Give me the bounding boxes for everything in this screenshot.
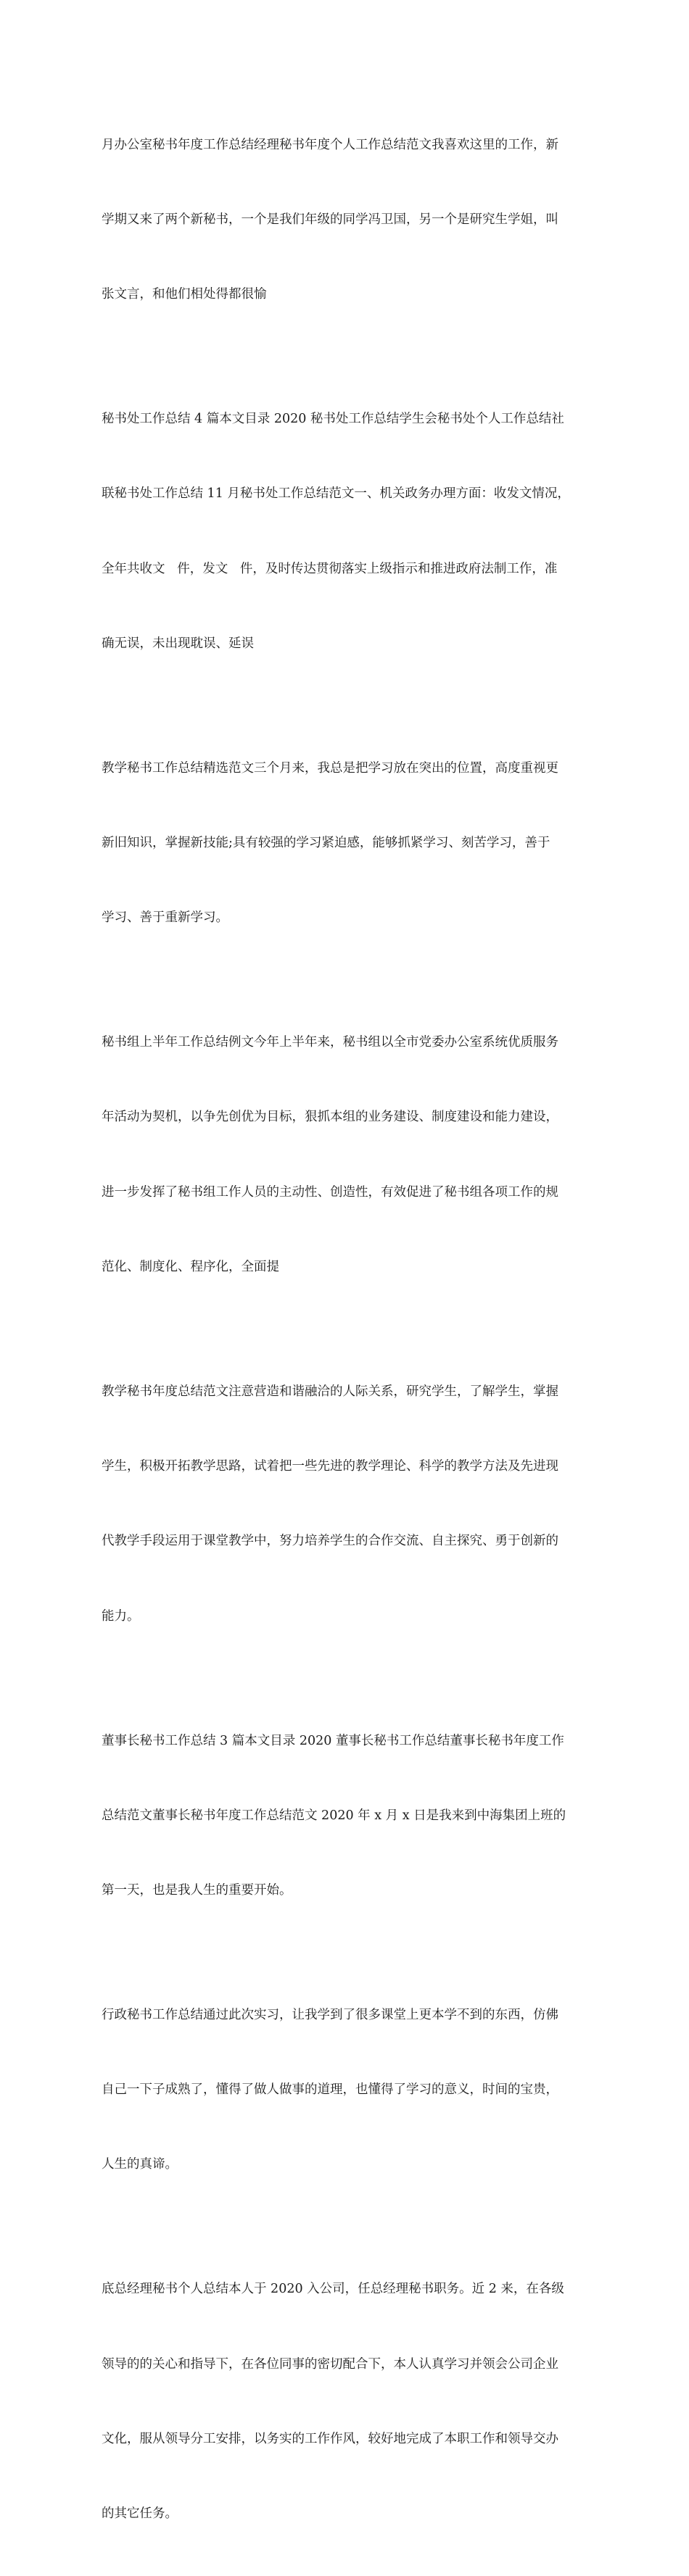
paragraph xyxy=(102,706,595,980)
text-line: 学生，积极开拓教学思路，试着把一些先进的教学理论、科学的教学方法及先进现 xyxy=(102,1459,558,1474)
text-line: 秘书处工作总结 4 篇本文目录 2020 秘书处工作总结学生会秘书处个人工作总结社 xyxy=(102,412,564,427)
paragraph xyxy=(102,357,595,706)
text-line: 月办公室秘书年度工作总结经理秘书年度个人工作总结范文我喜欢这里的工作，新 xyxy=(102,137,558,152)
paragraph xyxy=(102,1679,595,1953)
text-line: 总结范文董事长秘书年度工作总结范文 2020 年 x 月 x 日是我来到中海集团上班的 xyxy=(102,1808,566,1823)
text-line: 第一天，也是我人生的重要开始。 xyxy=(102,1882,292,1898)
text-line: 行政秘书工作总结通过此次实习，让我学到了很多课堂上更本学不到的东西，仿佛 xyxy=(102,2007,558,2022)
text-line: 董事长秘书工作总结 3 篇本文目录 2020 董事长秘书工作总结董事长秘书年度工作 xyxy=(102,1733,564,1748)
text-line: 人生的真谛。 xyxy=(102,2157,178,2172)
text-line: 自己一下子成熟了，懂得了做人做事的道理，也懂得了学习的意义，时间的宝贵， xyxy=(102,2082,558,2098)
text-line: 教学秘书工作总结精选范文三个月来，我总是把学习放在突出的位置，高度重视更 xyxy=(102,760,558,776)
text-line: 底总经理秘书个人总结本人于 2020 入公司，任总经理秘书职务。近 2 来，在各级 xyxy=(102,2282,564,2297)
text-line: 能力。 xyxy=(102,1608,140,1624)
document-body xyxy=(102,83,595,2576)
text-line: 代教学手段运用于课堂教学中，努力培养学生的合作交流、自主探究、勇于创新的 xyxy=(102,1534,558,1549)
paragraph xyxy=(102,2227,595,2576)
text-line: 学习、善于重新学习。 xyxy=(102,910,228,926)
text-line: 联秘书处工作总结 11 月秘书处工作总结范文一、机关政务办理方面：收发文情况， xyxy=(102,486,570,502)
paragraph xyxy=(102,1953,595,2227)
text-line: 文化，服从领导分工安排，以务实的工作作风，较好地完成了本职工作和领导交办 xyxy=(102,2431,558,2446)
text-line: 确无误，未出现耽误、延误 xyxy=(102,636,254,651)
paragraph xyxy=(102,83,595,357)
text-line: 领导的的关心和指导下，在各位同事的密切配合下，本人认真学习并领会公司企业 xyxy=(102,2356,558,2372)
text-line: 新旧知识，掌握新技能;具有较强的学习紧迫感，能够抓紧学习、刻苦学习，善于 xyxy=(102,836,550,851)
text-line: 的其它任务。 xyxy=(102,2506,178,2521)
text-line: 范化、制度化、程序化，全面提 xyxy=(102,1259,279,1274)
text-line: 张文言，和他们相处得都很愉 xyxy=(102,287,267,302)
paragraph xyxy=(102,980,595,1329)
text-line: 教学秘书年度总结范文注意营造和谐融洽的人际关系，研究学生，了解学生，掌握 xyxy=(102,1384,558,1399)
text-line: 年活动为契机，以争先创优为目标，狠抓本组的业务建设、制度建设和能力建设， xyxy=(102,1110,558,1125)
text-line: 进一步发挥了秘书组工作人员的主动性、创造性，有效促进了秘书组各项工作的规 xyxy=(102,1184,558,1200)
text-line: 全年共收文 件，发文 件，及时传达贯彻落实上级指示和推进政府法制工作，准 xyxy=(102,561,558,576)
text-line: 秘书组上半年工作总结例文今年上半年来，秘书组以全市党委办公室系统优质服务 xyxy=(102,1035,558,1050)
text-line: 学期又来了两个新秘书，一个是我们年级的同学冯卫国，另一个是研究生学姐，叫 xyxy=(102,212,558,228)
paragraph xyxy=(102,1329,595,1679)
